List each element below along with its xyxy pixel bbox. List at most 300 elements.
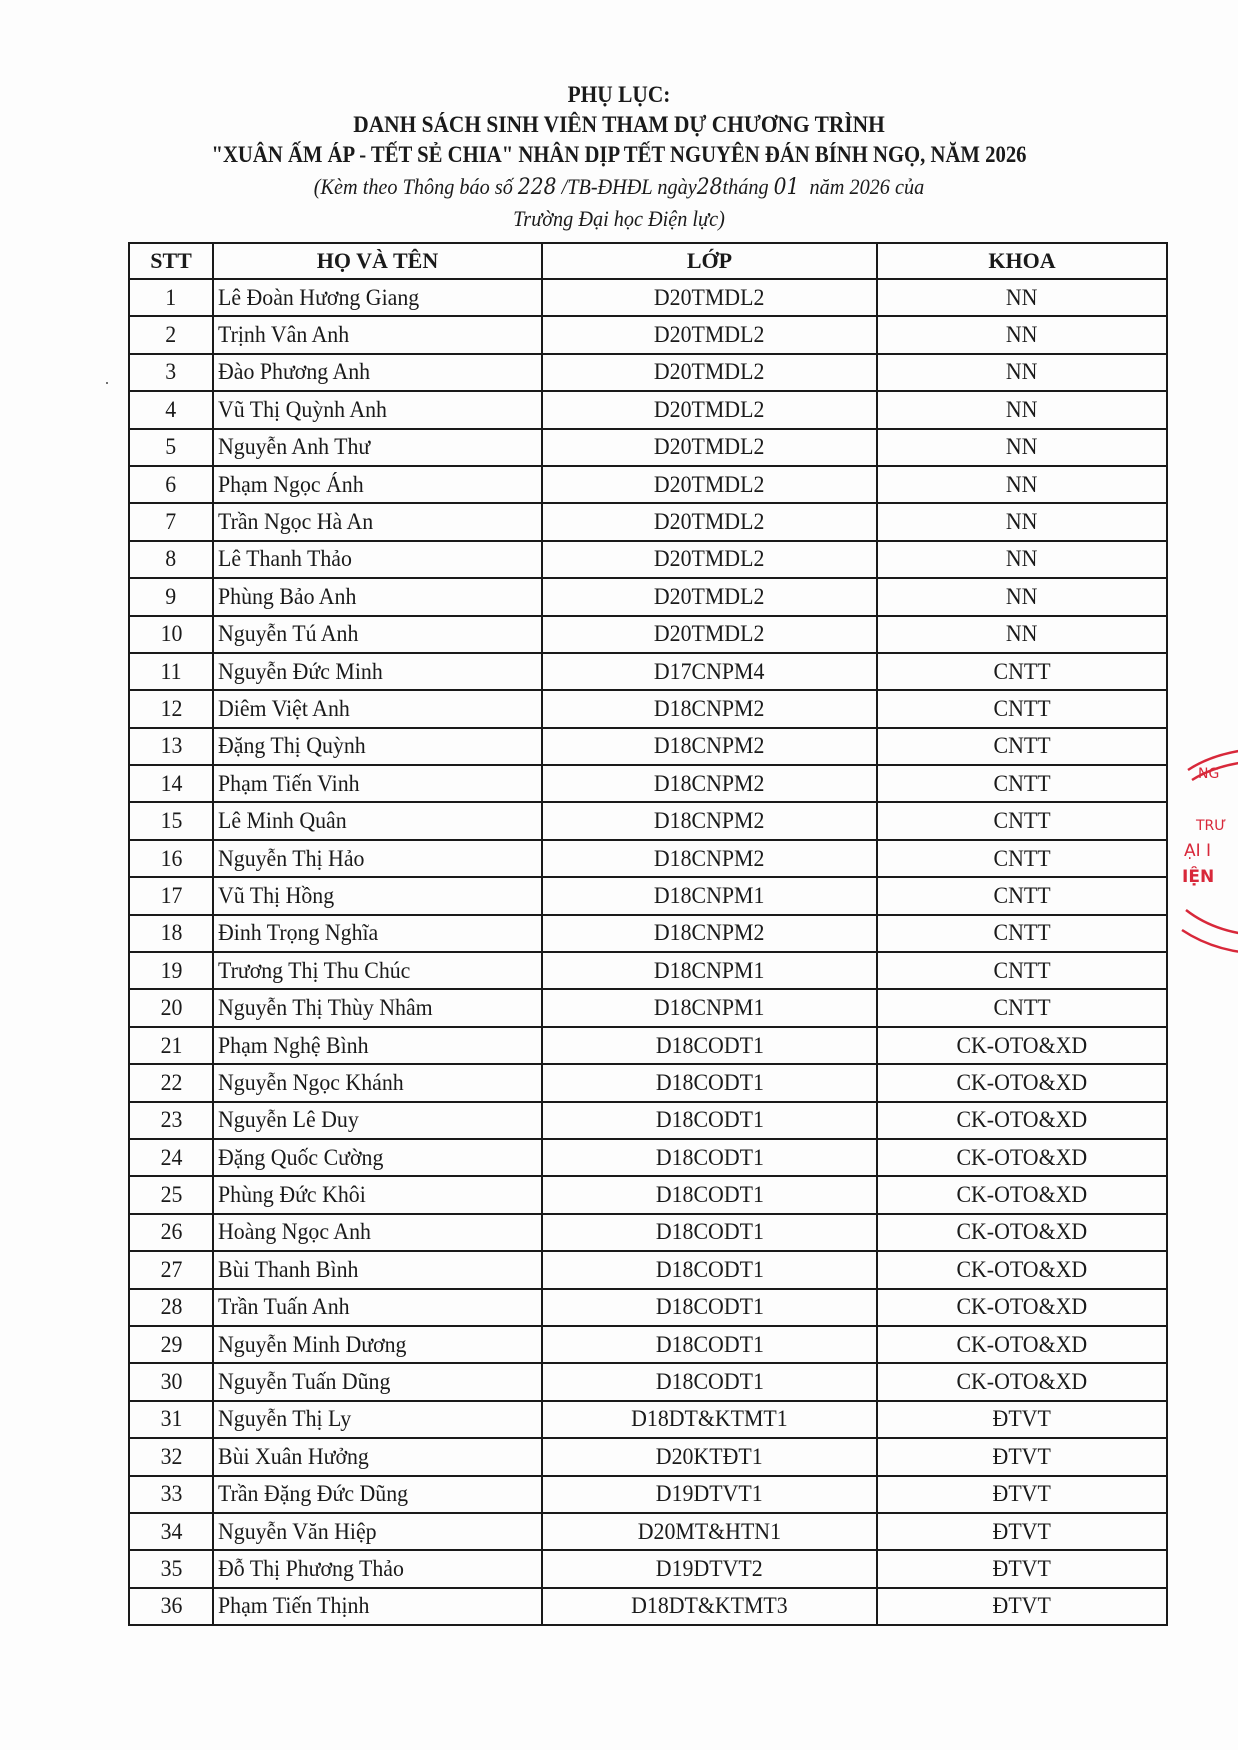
faculty-cell <box>877 1139 1167 1176</box>
stamp-ring-bottom-inner <box>1186 910 1238 936</box>
stt-cell-text: 36 <box>160 1593 182 1619</box>
stt-cell <box>129 989 213 1026</box>
faculty-cell <box>877 1326 1167 1363</box>
stt-cell-text: 19 <box>160 957 182 983</box>
stt-cell-text: 1 <box>165 284 177 310</box>
class-cell <box>542 503 877 540</box>
official-stamp <box>1178 740 1238 960</box>
name-cell <box>213 1064 542 1101</box>
reference-line-2: Trường Đại học Điện lực) <box>513 206 725 231</box>
stt-cell-text: 29 <box>160 1331 182 1357</box>
stt-cell-text: 4 <box>165 396 177 422</box>
name-cell <box>213 802 542 839</box>
faculty-cell <box>877 728 1167 765</box>
faculty-cell-text: ĐTVT <box>992 1406 1052 1432</box>
stt-cell-text: 13 <box>160 733 182 759</box>
faculty-cell <box>877 429 1167 466</box>
reference-month-label: tháng <box>722 174 774 199</box>
faculty-cell <box>877 1401 1167 1438</box>
name-cell-text: Nguyễn Đức Minh <box>218 658 383 684</box>
faculty-cell-text: NN <box>1006 471 1038 497</box>
class-cell <box>542 1513 877 1550</box>
name-cell-text: Phùng Bảo Anh <box>218 583 357 609</box>
stt-cell <box>129 877 213 914</box>
class-cell <box>542 952 877 989</box>
class-cell <box>542 1251 877 1288</box>
table-row <box>129 616 1167 653</box>
stt-cell-text: 12 <box>160 695 182 721</box>
class-cell-text: D18CODT1 <box>655 1331 764 1357</box>
class-cell <box>542 989 877 1026</box>
stt-cell-text: 23 <box>160 1107 182 1133</box>
class-cell-text: D20TMDL2 <box>654 322 765 348</box>
class-cell-text: D18CODT1 <box>655 1182 764 1208</box>
name-cell <box>213 1139 542 1176</box>
faculty-cell-text: CNTT <box>993 658 1051 684</box>
class-cell-text: D20TMDL2 <box>654 359 765 385</box>
faculty-cell-text: CNTT <box>993 845 1051 871</box>
stt-cell-text: 21 <box>160 1032 182 1058</box>
name-cell <box>213 279 542 316</box>
faculty-cell-text: ĐTVT <box>992 1518 1052 1544</box>
table-row <box>129 840 1167 877</box>
class-cell <box>542 279 877 316</box>
name-cell <box>213 877 542 914</box>
class-cell-text: D20TMDL2 <box>654 396 765 422</box>
name-cell-text: Lê Minh Quân <box>218 808 347 834</box>
name-cell <box>213 1176 542 1213</box>
table-row <box>129 354 1167 391</box>
faculty-cell-text: CNTT <box>993 695 1051 721</box>
table-row <box>129 915 1167 952</box>
table-row <box>129 765 1167 802</box>
name-cell-text: Bùi Thanh Bình <box>218 1256 359 1282</box>
stt-cell <box>129 1550 213 1587</box>
faculty-cell <box>877 1476 1167 1513</box>
name-cell <box>213 1289 542 1326</box>
class-cell <box>542 1550 877 1587</box>
stt-cell-text: 14 <box>160 770 182 796</box>
stt-cell-text: 25 <box>160 1182 182 1208</box>
stt-cell <box>129 429 213 466</box>
stt-cell <box>129 616 213 653</box>
faculty-cell-text: NN <box>1006 396 1038 422</box>
class-cell <box>542 1438 877 1475</box>
table-row <box>129 877 1167 914</box>
faculty-cell <box>877 1289 1167 1326</box>
faculty-cell-text: NN <box>1006 583 1038 609</box>
stt-cell-text: 28 <box>160 1294 182 1320</box>
class-cell <box>542 1588 877 1625</box>
stt-cell <box>129 541 213 578</box>
stt-cell-text: 5 <box>165 434 177 460</box>
table-row <box>129 1064 1167 1101</box>
class-cell <box>542 1401 877 1438</box>
faculty-cell <box>877 1363 1167 1400</box>
table-row <box>129 989 1167 1026</box>
table-row <box>129 1326 1167 1363</box>
table-row <box>129 1401 1167 1438</box>
stt-cell <box>129 690 213 727</box>
class-cell-text: D18CODT1 <box>655 1144 764 1170</box>
class-cell <box>542 1214 877 1251</box>
appendix-title: PHỤ LỤC: <box>567 82 671 107</box>
table-row <box>129 316 1167 353</box>
stt-cell <box>129 354 213 391</box>
stt-cell-text: 33 <box>160 1481 182 1507</box>
name-cell-text: Nguyễn Văn Hiệp <box>218 1518 377 1544</box>
stt-cell-text: 10 <box>160 621 182 647</box>
class-cell <box>542 802 877 839</box>
table-row <box>129 1251 1167 1288</box>
faculty-cell-text: ĐTVT <box>992 1481 1052 1507</box>
faculty-cell-text: CK-OTO&XD <box>956 1107 1088 1133</box>
name-cell <box>213 354 542 391</box>
faculty-cell <box>877 1588 1167 1625</box>
stt-cell <box>129 1401 213 1438</box>
faculty-cell <box>877 952 1167 989</box>
faculty-cell <box>877 915 1167 952</box>
class-cell-text: D18DT&KTMT3 <box>631 1593 788 1619</box>
table-body <box>129 279 1167 1625</box>
faculty-cell <box>877 1438 1167 1475</box>
stt-cell <box>129 1102 213 1139</box>
stt-cell-text: 32 <box>160 1443 182 1469</box>
name-cell-text: Lê Đoàn Hương Giang <box>218 284 420 310</box>
name-cell-text: Nguyễn Thị Thùy Nhâm <box>218 995 433 1021</box>
table-row <box>129 1476 1167 1513</box>
name-cell <box>213 1438 542 1475</box>
table-row <box>129 578 1167 615</box>
stt-cell-text: 26 <box>160 1219 182 1245</box>
class-cell-text: D18DT&KTMT1 <box>631 1406 788 1432</box>
stt-cell-text: 3 <box>165 359 177 385</box>
name-cell <box>213 765 542 802</box>
stt-cell <box>129 503 213 540</box>
class-cell <box>542 840 877 877</box>
stt-cell-text: 11 <box>160 658 182 684</box>
stt-cell <box>129 653 213 690</box>
table-row <box>129 541 1167 578</box>
faculty-cell <box>877 541 1167 578</box>
class-cell <box>542 728 877 765</box>
class-cell-text: D18CNPM2 <box>654 808 765 834</box>
class-cell-text: D20TMDL2 <box>654 509 765 535</box>
name-cell <box>213 1102 542 1139</box>
table-row <box>129 1513 1167 1550</box>
program-title: "XUÂN ẤM ÁP - TẾT SẺ CHIA" NHÂN DỊP TẾT NGUYÊN ĐÁN BÍNH NGỌ, NĂM 2026 <box>211 142 1027 167</box>
class-cell <box>542 1027 877 1064</box>
faculty-cell <box>877 1550 1167 1587</box>
stt-cell-text: 6 <box>165 471 177 497</box>
faculty-cell <box>877 989 1167 1026</box>
class-cell <box>542 616 877 653</box>
name-cell <box>213 616 542 653</box>
stt-cell-text: 31 <box>160 1406 182 1432</box>
table-row <box>129 1289 1167 1326</box>
class-cell <box>542 316 877 353</box>
col-header-name: HỌ VÀ TÊN <box>213 243 542 279</box>
table-row <box>129 429 1167 466</box>
class-cell-text: D18CODT1 <box>655 1256 764 1282</box>
col-header-stt: STT <box>129 243 213 279</box>
class-cell <box>542 765 877 802</box>
stt-cell <box>129 1289 213 1326</box>
name-cell <box>213 952 542 989</box>
class-cell-text: D20KTĐT1 <box>656 1443 763 1469</box>
stt-cell-text: 2 <box>165 322 177 348</box>
name-cell <box>213 1326 542 1363</box>
class-cell-text: D18CODT1 <box>655 1107 764 1133</box>
class-cell-text: D18CNPM2 <box>654 695 765 721</box>
stt-cell <box>129 279 213 316</box>
faculty-cell-text: NN <box>1006 621 1038 647</box>
stt-cell-text: 17 <box>160 882 182 908</box>
faculty-cell <box>877 466 1167 503</box>
faculty-cell-text: CNTT <box>993 808 1051 834</box>
name-cell-text: Bùi Xuân Hưởng <box>218 1443 369 1469</box>
table-row <box>129 1027 1167 1064</box>
faculty-cell <box>877 653 1167 690</box>
col-header-class: LỚP <box>542 243 877 279</box>
stt-cell <box>129 1251 213 1288</box>
class-cell <box>542 391 877 428</box>
reference-suffix: năm 2026 của <box>799 174 925 199</box>
faculty-cell-text: CNTT <box>993 920 1051 946</box>
table-row <box>129 653 1167 690</box>
stt-cell <box>129 1438 213 1475</box>
name-cell <box>213 690 542 727</box>
class-cell-text: D18CNPM1 <box>654 957 765 983</box>
stt-cell <box>129 728 213 765</box>
stt-cell <box>129 1588 213 1625</box>
faculty-cell <box>877 690 1167 727</box>
stt-cell-text: 30 <box>160 1369 182 1395</box>
name-cell <box>213 1550 542 1587</box>
name-cell <box>213 728 542 765</box>
table-row <box>129 728 1167 765</box>
notice-month: 01 <box>773 175 800 200</box>
name-cell <box>213 466 542 503</box>
name-cell <box>213 1214 542 1251</box>
name-cell-text: Nguyễn Anh Thư <box>218 434 371 460</box>
class-cell <box>542 429 877 466</box>
faculty-cell <box>877 765 1167 802</box>
stt-cell <box>129 1027 213 1064</box>
faculty-cell-text: CK-OTO&XD <box>956 1032 1088 1058</box>
faculty-cell-text: CK-OTO&XD <box>956 1069 1088 1095</box>
stt-cell <box>129 1326 213 1363</box>
stt-cell <box>129 840 213 877</box>
name-cell-text: Nguyễn Tú Anh <box>218 621 359 647</box>
faculty-cell-text: CK-OTO&XD <box>956 1219 1088 1245</box>
class-cell-text: D18CODT1 <box>655 1032 764 1058</box>
stt-cell-text: 27 <box>160 1256 182 1282</box>
faculty-cell <box>877 802 1167 839</box>
class-cell-text: D18CODT1 <box>655 1219 764 1245</box>
name-cell-text: Nguyễn Minh Dương <box>218 1331 407 1357</box>
stt-cell <box>129 391 213 428</box>
stt-cell-text: 18 <box>160 920 182 946</box>
faculty-cell-text: CNTT <box>993 770 1051 796</box>
stt-cell <box>129 578 213 615</box>
class-cell-text: D18CNPM2 <box>654 733 765 759</box>
name-cell-text: Trịnh Vân Anh <box>218 322 350 348</box>
name-cell <box>213 541 542 578</box>
class-cell <box>542 690 877 727</box>
class-cell <box>542 1326 877 1363</box>
name-cell <box>213 653 542 690</box>
name-cell <box>213 316 542 353</box>
faculty-cell <box>877 1176 1167 1213</box>
faculty-cell <box>877 391 1167 428</box>
faculty-cell <box>877 840 1167 877</box>
table-header-row <box>129 243 1167 279</box>
stt-cell <box>129 952 213 989</box>
faculty-cell-text: CK-OTO&XD <box>956 1294 1088 1320</box>
faculty-cell-text: CK-OTO&XD <box>956 1369 1088 1395</box>
name-cell-text: Trần Tuấn Anh <box>218 1294 350 1320</box>
name-cell-text: Đặng Quốc Cường <box>218 1144 384 1170</box>
class-cell <box>542 1064 877 1101</box>
stt-cell-text: 34 <box>160 1518 182 1544</box>
name-cell-text: Vũ Thị Quỳnh Anh <box>218 396 387 422</box>
class-cell <box>542 541 877 578</box>
class-cell <box>542 354 877 391</box>
table-row <box>129 1176 1167 1213</box>
stamp-text-2: ẠI I <box>1184 841 1212 861</box>
faculty-cell <box>877 1064 1167 1101</box>
faculty-cell-text: ĐTVT <box>992 1443 1052 1469</box>
class-cell-text: D20TMDL2 <box>654 471 765 497</box>
class-cell <box>542 877 877 914</box>
table-row <box>129 1139 1167 1176</box>
name-cell-text: Phạm Ngọc Ánh <box>218 471 364 497</box>
name-cell-text: Đặng Thị Quỳnh <box>218 733 366 759</box>
class-cell-text: D20TMDL2 <box>654 583 765 609</box>
name-cell-text: Trần Ngọc Hà An <box>218 509 374 535</box>
name-cell-text: Nguyễn Lê Duy <box>218 1107 359 1133</box>
faculty-cell <box>877 503 1167 540</box>
name-cell-text: Phạm Tiến Vinh <box>218 770 360 796</box>
name-cell-text: Nguyễn Tuấn Dũng <box>218 1369 391 1395</box>
faculty-cell <box>877 877 1167 914</box>
stamp-ring-bottom-outer <box>1182 930 1238 954</box>
stt-cell-text: 8 <box>165 546 177 572</box>
name-cell-text: Lê Thanh Thảo <box>218 546 352 572</box>
faculty-cell-text: NN <box>1006 546 1038 572</box>
stt-cell-text: 24 <box>160 1144 182 1170</box>
faculty-cell-text: ĐTVT <box>992 1555 1052 1581</box>
faculty-cell <box>877 578 1167 615</box>
faculty-cell-text: NN <box>1006 509 1038 535</box>
name-cell-text: Đỗ Thị Phương Thảo <box>218 1555 404 1581</box>
faculty-cell-text: CK-OTO&XD <box>956 1144 1088 1170</box>
class-cell-text: D19DTVT1 <box>656 1481 763 1507</box>
table-row <box>129 1102 1167 1139</box>
faculty-cell-text: CK-OTO&XD <box>956 1256 1088 1282</box>
stt-cell <box>129 915 213 952</box>
notice-day: 28 <box>696 175 723 200</box>
name-cell <box>213 1588 542 1625</box>
class-cell-text: D20TMDL2 <box>654 284 765 310</box>
stt-cell-text: 20 <box>160 995 182 1021</box>
table-row <box>129 503 1167 540</box>
faculty-cell-text: CNTT <box>993 995 1051 1021</box>
name-cell-text: Đào Phương Anh <box>218 359 371 385</box>
stt-cell-text: 35 <box>160 1555 182 1581</box>
class-cell-text: D20TMDL2 <box>654 546 765 572</box>
stt-cell <box>129 1363 213 1400</box>
class-cell <box>542 1476 877 1513</box>
stt-cell <box>129 765 213 802</box>
reference-prefix: (Kèm theo Thông báo số <box>313 174 518 199</box>
table-row <box>129 1363 1167 1400</box>
table-row <box>129 1214 1167 1251</box>
faculty-cell-text: NN <box>1006 434 1038 460</box>
name-cell-text: Nguyễn Thị Ly <box>218 1406 352 1432</box>
table-row <box>129 466 1167 503</box>
student-table <box>128 242 1168 1626</box>
faculty-cell-text: CNTT <box>993 882 1051 908</box>
stt-cell-text: 22 <box>160 1069 182 1095</box>
faculty-cell-text: CK-OTO&XD <box>956 1182 1088 1208</box>
faculty-cell-text: CNTT <box>993 733 1051 759</box>
list-title: DANH SÁCH SINH VIÊN THAM DỰ CHƯƠNG TRÌNH <box>353 112 885 137</box>
name-cell-text: Phạm Nghệ Bình <box>218 1032 369 1058</box>
name-cell <box>213 1027 542 1064</box>
name-cell-text: Trương Thị Thu Chúc <box>218 957 411 983</box>
name-cell <box>213 1476 542 1513</box>
name-cell-text: Vũ Thị Hồng <box>218 882 335 908</box>
name-cell-text: Phạm Tiến Thịnh <box>218 1593 370 1619</box>
class-cell-text: D20TMDL2 <box>654 621 765 647</box>
scan-speck <box>106 382 108 384</box>
faculty-cell-text: NN <box>1006 322 1038 348</box>
name-cell-text: Trần Đặng Đức Dũng <box>218 1481 409 1507</box>
faculty-cell-text: NN <box>1006 359 1038 385</box>
class-cell <box>542 466 877 503</box>
name-cell-text: Hoàng Ngọc Anh <box>218 1219 371 1245</box>
name-cell-text: Nguyễn Ngọc Khánh <box>218 1069 404 1095</box>
name-cell-text: Nguyễn Thị Hảo <box>218 845 365 871</box>
stt-cell <box>129 1214 213 1251</box>
faculty-cell-text: NN <box>1006 284 1038 310</box>
faculty-cell <box>877 1513 1167 1550</box>
faculty-cell-text: CK-OTO&XD <box>956 1331 1088 1357</box>
name-cell <box>213 578 542 615</box>
class-cell-text: D20MT&HTN1 <box>637 1518 782 1544</box>
stt-cell <box>129 1476 213 1513</box>
name-cell <box>213 503 542 540</box>
name-cell <box>213 989 542 1026</box>
table-row <box>129 952 1167 989</box>
class-cell <box>542 1176 877 1213</box>
name-cell-text: Phùng Đức Khôi <box>218 1182 366 1208</box>
name-cell-text: Đinh Trọng Nghĩa <box>218 920 379 946</box>
stt-cell-text: 7 <box>165 509 177 535</box>
faculty-cell <box>877 354 1167 391</box>
class-cell-text: D18CODT1 <box>655 1069 764 1095</box>
stamp-text-top: NG <box>1198 766 1220 782</box>
faculty-cell <box>877 316 1167 353</box>
name-cell <box>213 1401 542 1438</box>
reference-line <box>50 174 1189 200</box>
name-cell <box>213 1363 542 1400</box>
table-row <box>129 279 1167 316</box>
faculty-cell <box>877 616 1167 653</box>
stt-cell <box>129 1513 213 1550</box>
